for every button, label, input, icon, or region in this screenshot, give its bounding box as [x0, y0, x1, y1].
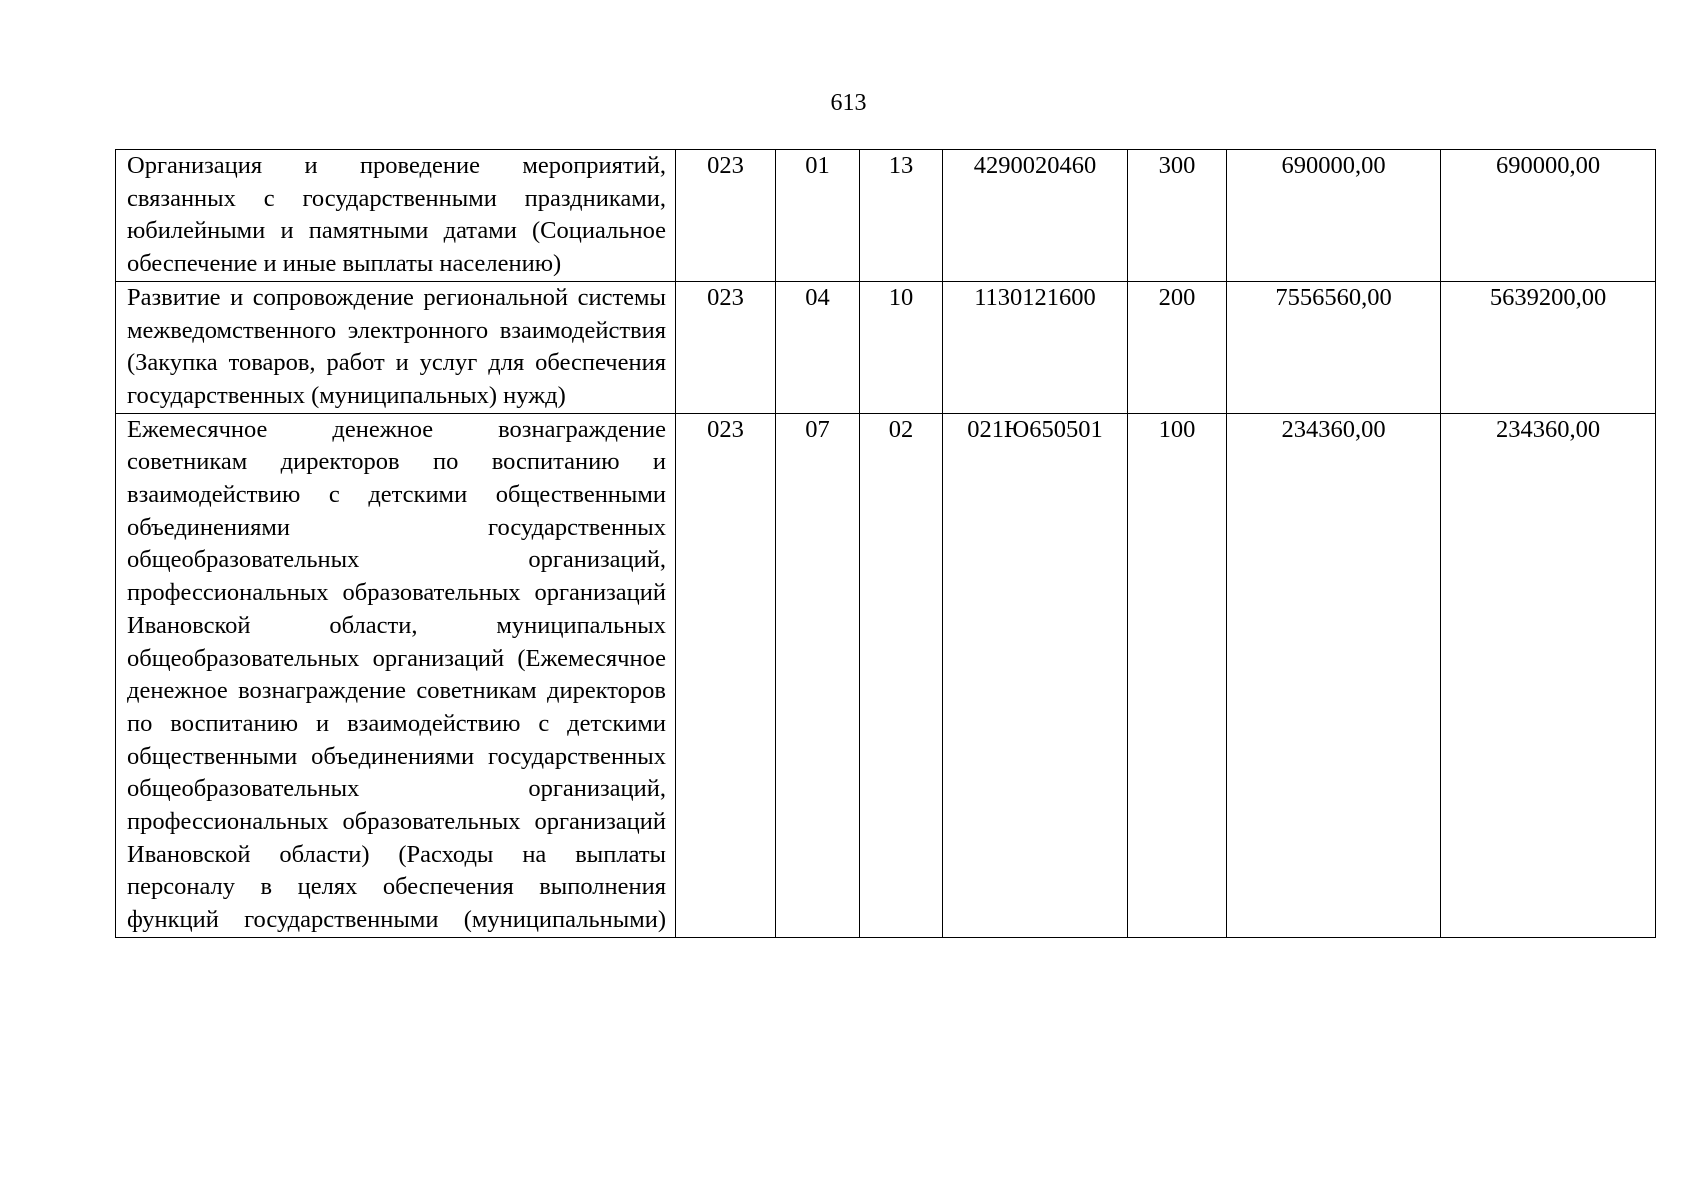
grbs-code-cell: 023: [676, 413, 776, 937]
row-name-cell: Ежемесячное денежное вознаграждение советникам директоров по воспитанию и взаимодействию с детскими общественными объединениями государственных общеобразовательных организаций, профессиональных образовательных организаций Ивановской области, муниципальных общеобразовательных организаций (Ежемесячное денежное вознаграждение советникам директоров по воспитанию и взаимодействию с детскими общественными объединениями государственных общеобразовательных организаций, профессиональных образовательных организаций Ивановской области) (Расходы на выплаты персоналу в целях обеспечения выполнения функций государственными (муниципальными): [116, 413, 676, 937]
expense-type-cell: 300: [1128, 150, 1227, 282]
section-code-cell: 07: [776, 413, 860, 937]
target-article-cell: 1130121600: [943, 281, 1128, 413]
table-row: [116, 281, 1656, 413]
table-row: [116, 150, 1656, 282]
amount-year2-cell: 690000,00: [1441, 150, 1656, 282]
budget-table: [115, 149, 1656, 938]
subsection-code-cell: 10: [860, 281, 943, 413]
grbs-code-cell: 023: [676, 150, 776, 282]
amount-year1-cell: 690000,00: [1227, 150, 1441, 282]
target-article-cell: 4290020460: [943, 150, 1128, 282]
amount-year2-cell: 5639200,00: [1441, 281, 1656, 413]
expense-type-cell: 200: [1128, 281, 1227, 413]
amount-year1-cell: 234360,00: [1227, 413, 1441, 937]
subsection-code-cell: 13: [860, 150, 943, 282]
page-number: 613: [830, 90, 867, 116]
grbs-code-cell: 023: [676, 281, 776, 413]
amount-year2-cell: 234360,00: [1441, 413, 1656, 937]
section-code-cell: 01: [776, 150, 860, 282]
row-name-cell: Развитие и сопровождение региональной системы межведомственного электронного взаимодействия (Закупка товаров, работ и услуг для обеспечения государственных (муниципальных) нужд): [116, 281, 676, 413]
section-code-cell: 04: [776, 281, 860, 413]
amount-year1-cell: 7556560,00: [1227, 281, 1441, 413]
target-article-cell: 021Ю650501: [943, 413, 1128, 937]
expense-type-cell: 100: [1128, 413, 1227, 937]
row-name-cell: Организация и проведение мероприятий, связанных с государственными праздниками, юбилейными и памятными датами (Социальное обеспечение и иные выплаты населению): [116, 150, 676, 282]
table-row: [116, 413, 1656, 937]
subsection-code-cell: 02: [860, 413, 943, 937]
